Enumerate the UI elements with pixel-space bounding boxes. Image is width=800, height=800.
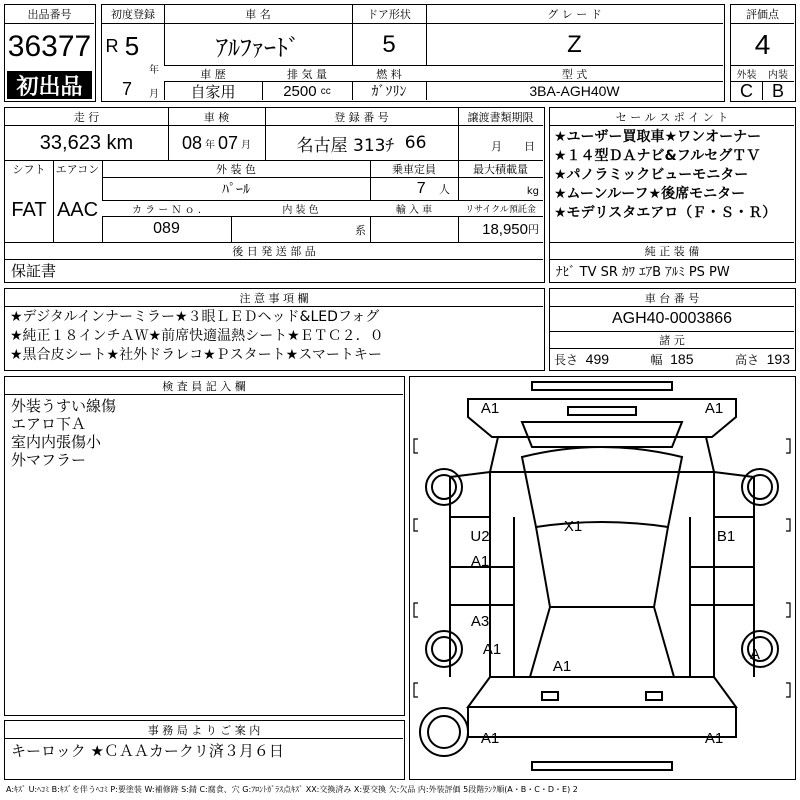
history: 自家用 [190,82,236,101]
height-label: 高さ [734,352,759,367]
sales-point: ★ムーンルーフ★後席モニター [554,186,746,202]
displacement-unit: cc [320,85,331,97]
damage-mark: U2 [470,527,490,545]
spec-label: 諸 元 [550,332,794,348]
front-bumper-bar [532,382,672,390]
grade: Z [567,31,582,58]
color-no-label: カ ラ ー Ｎ ｏ . [102,201,231,216]
note-line: ★黒合皮シート★社外ドラレコ★Ｐスタート★スマートキー [10,347,382,363]
year-suffix: 年 [149,64,159,76]
damage-mark: A1 [470,552,490,570]
first-listing-badge: 初出品 [7,71,92,99]
car-name-label: 車 名 [164,5,352,23]
chassis-label: 車 台 番 号 [550,289,794,306]
inspector-label: 検 査 員 記 入 欄 [5,377,403,394]
width: 185 [670,350,694,367]
chassis-number: AGH40-0003866 [611,310,733,327]
mileage-value: 33,623 [39,131,101,154]
lot-number: 36377 [7,30,92,63]
car-name: ｱﾙﾌｧｰﾄﾞ [216,33,300,62]
spec-values [550,349,794,369]
inspector-line: エアロ下Ａ [11,415,87,433]
recycle [458,217,543,241]
capacity-unit: 人 [439,184,450,196]
displacement-label: 排 気 量 [262,66,352,81]
inspector-lines [11,397,401,469]
score-box [730,4,796,102]
inspection-year: 08 [181,132,202,153]
roof-center [536,527,668,607]
later-parts-label: 後 日 発 送 部 品 [5,243,543,259]
notes-box [4,288,545,371]
capacity-value: 7 [416,180,426,197]
color-label: 外 装 色 [102,161,370,177]
notes-label: 注 意 事 項 欄 [5,289,543,306]
transfer-label: 譲渡書類期限 [458,108,543,125]
lot-label: 出品番号 [5,5,94,23]
chassis-box [549,288,796,371]
office-box [4,720,405,780]
shift: FAT [11,198,47,221]
note-line: ★デジタルインナーミラー★３眼ＬＥＤヘッド&LEDフォグ [10,309,380,325]
displacement [262,82,352,100]
import-label: 輸 入 車 [370,201,458,216]
inspection-year-suffix: 年 [205,139,215,151]
reg-no [265,126,458,160]
ac-label: エアコン [53,161,102,177]
door-label: ドア形状 [352,5,426,23]
model-label: 型 式 [426,66,723,81]
mileage-unit: km [106,131,134,154]
history-label: 車 歴 [164,66,262,81]
inspector-line: 室内内張傷小 [11,433,102,451]
capacity [370,178,458,200]
office-text: キーロック ★ＣＡＡカークリ済３月６日 [11,741,284,760]
recycle-value: 18,950 [482,220,528,238]
month: 7 [121,78,132,99]
inspection-label: 車 検 [168,108,265,125]
reg-no-label: 登 録 番 号 [265,108,458,125]
score: 4 [754,29,771,60]
diagram-box [409,376,796,780]
rear-bumper-shape [468,707,736,737]
ac: AAC [56,198,99,221]
front-bumper-shape [468,399,736,437]
later-parts: 保証書 [11,261,57,280]
inspector-box [4,376,405,716]
damage-mark: A1 [480,729,500,747]
damage-mark: A3 [470,612,490,630]
interior-color-label: 内 装 色 [231,201,370,216]
length-label: 長さ [554,352,579,367]
body-outline [490,517,714,677]
sales-point: ★モデリスタエアロ（Ｆ・Ｓ・Ｒ） [554,205,777,221]
damage-mark: A1 [480,399,500,417]
grade-label: グ レ ー ド [426,5,723,23]
equipment: ﾅﾋﾞ TV SR ｶﾜ ｴｱB ｱﾙﾐ PS PW [556,264,730,280]
mileage [5,126,168,160]
damage-mark: X1 [563,517,583,535]
windshield-shape [522,422,682,447]
interior-color-suffix: 系 [355,224,366,237]
exterior-label: 外装 [731,66,762,81]
sales-point: ★１４型ＤＡナビ&フルセグＴＶ [554,148,761,164]
damage-mark: A1 [704,729,724,747]
capacity-label: 乗車定員 [370,161,458,177]
sales-label: セ ー ル ス ポ イ ン ト [550,108,794,125]
color-no: 089 [153,220,180,237]
inspection-month-suffix: 月 [241,139,252,151]
reg-no-number: 66 [404,133,427,153]
trunk-shape [468,677,736,707]
left-fender [450,472,490,517]
model: 3BA-AGH40W [529,83,620,99]
recycle-unit: 円 [528,224,539,236]
exterior-grade: C [740,80,753,101]
month-suffix: 月 [149,88,159,100]
rear-bumper-bar [532,762,672,770]
note-line: ★純正１８インチＡＷ★前席快適温熱シート★ＥＴＣ２．０ [10,328,384,344]
sales-points [554,128,794,223]
first-reg-label: 初度登録 [102,5,164,23]
roof-front [522,447,682,527]
lot-number-box [4,4,96,102]
color: ﾊﾟｰﾙ [222,182,250,198]
inspection-month: 07 [218,132,239,153]
rear-lamp-right [646,692,662,700]
grille-bar [568,407,636,415]
inspector-line: 外装うすい線傷 [11,397,117,415]
damage-mark: A1 [704,399,724,417]
fuel: ｶﾞｿﾘﾝ [371,84,407,100]
detail-box [4,107,545,283]
era: R [105,35,119,56]
load-unit: kg [526,185,539,197]
transfer-day-suffix: 日 [524,140,535,153]
transfer-month-suffix: 月 [491,140,502,153]
era-year: 5 [124,30,140,61]
notes-lines [10,308,540,365]
sales-point: ★ユーザー買取車★ワンオーナー [554,129,762,145]
inspection-date [168,126,265,160]
interior-grade: B [771,80,784,101]
car-diagram [410,377,794,778]
width-label: 幅 [650,352,663,367]
sales-box [549,107,796,283]
inspector-line: 外マフラー [11,451,87,469]
score-label: 評価点 [731,5,794,23]
mileage-label: 走 行 [5,108,168,125]
right-fender [714,472,754,517]
length: 499 [585,350,610,367]
legend: A:ｷｽﾞ U:ﾍｺﾐ B:ｷｽﾞを伴うﾍｺﾐ P:要塗装 W:補修跡 S:錆 C:腐食、穴 G:ﾌﾛﾝﾄｶﾞﾗｽ点ｷｽﾞ XX:交換済み X:要交換 欠:欠品 内:外装評価 5段階ﾗﾝｸ順(A・B・C・D・E) 2 [6,784,578,794]
transfer-date [458,136,543,156]
reg-no-area: 名古屋 313ﾁ [296,135,394,156]
displacement-value: 2500 [283,82,317,100]
office-label: 事 務 局 よ り ご 案 内 [5,721,403,738]
damage-mark: A [749,645,760,663]
fuel-label: 燃 料 [352,66,426,81]
recycle-label: リサイクル預託金 [458,201,543,216]
equipment-label: 純 正 装 備 [550,243,794,259]
damage-mark: A1 [482,640,502,658]
sales-point: ★パノラミックビューモニター [554,167,749,183]
damage-mark: B1 [716,527,736,545]
shift-label: シフト [5,161,53,177]
load-label: 最大積載量 [458,161,543,177]
vehicle-header-box [101,4,725,102]
interior-label: 内装 [762,66,794,81]
height: 193 [766,350,790,367]
damage-mark: A1 [552,657,572,675]
door: 5 [382,31,396,58]
rear-lamp-left [542,692,558,700]
